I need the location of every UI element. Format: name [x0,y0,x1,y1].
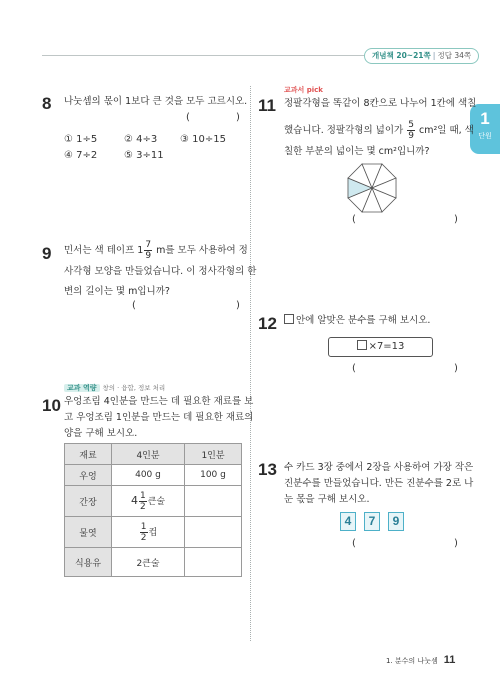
q8-choice-2[interactable]: ② 4÷3 [124,134,158,145]
q10-number: 10 [42,396,61,415]
q8-text: 나눗셈의 몫이 1보다 큰 것을 모두 고르시오. [64,96,248,107]
q9-frac-numerator: 7 [145,240,152,250]
answer-page-ref: 정답 34쪽 [437,51,472,60]
frac-numerator: 1 [139,490,146,501]
ingredient-name: 우엉 [65,465,112,486]
q9-line1 [64,240,248,261]
footer-chapter: 1. 분수의 나눗셈 [386,657,438,665]
frac-numerator: 1 [140,521,147,532]
tag-separator: | [432,51,436,60]
table-header-cell: 1인분 [185,444,242,465]
chapter-number: 1 [480,109,490,128]
q11-answer-open: ( [352,214,356,225]
amount-1-serving-blank[interactable] [185,486,242,517]
q10-line2: 고 우엉조림 1인분을 만드는 데 필요한 재료의 [64,412,254,423]
chapter-unit-label: 단원 [478,132,492,140]
q12-equation-box [328,337,433,357]
q9-fraction [144,240,152,261]
amount-4-servings [112,517,185,548]
q12-answer-open: ( [352,363,356,374]
blank-box-icon[interactable] [357,340,367,350]
column-divider [250,86,251,641]
ingredient-name: 간장 [65,486,112,517]
mixed-fraction [139,491,147,512]
frac-denominator: 2 [140,532,147,543]
q11-frac-numerator: 5 [408,120,414,130]
amount-4-servings [112,486,185,517]
q11-line3: 칠한 부분의 넓이는 몇 cm²입니까? [284,146,430,157]
q10-ingredient-table [64,443,242,577]
table-row [65,465,242,486]
blank-box-icon [284,314,294,324]
table-row [65,486,242,517]
q11-frac-denominator: 9 [408,131,414,141]
page-footer [386,654,455,666]
amount-4-servings: 2큰술 [112,548,185,577]
frac-denominator: 2 [139,501,146,512]
number-card[interactable]: 7 [364,512,380,531]
q9-answer-open: ( [132,300,136,311]
q13-answer-close: ) [454,538,458,549]
q10-line3: 양을 구해 보시오. [64,428,138,439]
q8-choice-5[interactable]: ⑤ 3÷11 [124,150,164,161]
q12-text-line [284,311,430,331]
q8-answer-close: ) [236,112,240,123]
q9-answer-close: ) [236,300,240,311]
table-header-cell: 4인분 [112,444,185,465]
q8-choice-1[interactable]: ① 1÷5 [64,134,98,145]
q12-answer-close: ) [454,363,458,374]
amount-4-servings: 400 g [112,465,185,486]
q9-number: 9 [42,244,52,263]
q11-number: 11 [258,96,276,115]
number-card[interactable]: 9 [388,512,404,531]
octagon-group [348,164,396,212]
table-header-row [65,444,242,465]
q13-line3: 눈 몫을 구해 보시오. [284,494,370,505]
octagon-figure [344,160,400,216]
q8-choice-3[interactable]: ③ 10÷15 [180,134,226,145]
q11-line2-start: 했습니다. 정팔각형의 넓이가 [284,125,407,136]
q9-line3: 변의 길이는 몇 m입니까? [64,286,170,297]
amount-1-serving: 100 g [185,465,242,486]
q12-number: 12 [258,314,277,333]
table-row [65,548,242,577]
q10-label-box: 교과 역량 [64,384,100,392]
q8-number: 8 [42,94,52,113]
q13-line2: 진분수를 만들었습니다. 만든 진분수를 2로 나 [284,478,474,489]
number-card[interactable]: 4 [340,512,356,531]
q11-line2-end: cm²일 때, 색 [415,125,474,136]
q11-fraction [407,120,415,141]
q13-line1: 수 카드 3장 중에서 2장을 사용하여 가장 작은 [284,462,474,473]
q11-textbook-pick-label: 교과서 pick [284,86,323,94]
q13-answer-open: ( [352,538,356,549]
amount-unit: 큰술 [147,496,166,507]
q11-answer-close: ) [454,214,458,225]
header-reference-tag [364,48,479,64]
q9-line1-start: 민서는 색 테이프 1 [64,245,144,256]
mixed-whole: 4 [130,493,138,507]
table-row [65,517,242,548]
fraction [140,522,148,543]
amount-1-serving-blank[interactable] [185,548,242,577]
q11-line1: 정팔각형을 똑같이 8칸으로 나누어 1칸에 색칠 [284,98,477,109]
concept-book-ref: 개념책 20~21쪽 [372,51,431,60]
q9-line1-end: m를 모두 사용하여 정 [153,245,248,256]
table-header-cell: 재료 [65,444,112,465]
q13-number: 13 [258,460,277,479]
amount-unit: 컵 [148,527,158,538]
q12-equation: ×7=13 [368,341,405,352]
q10-label-sub: 창의 · 융합, 정보 처리 [102,384,166,392]
ingredient-name: 물엿 [65,517,112,548]
q12-text: 안에 알맞은 분수를 구해 보시오. [296,315,431,326]
q9-line2: 사각형 모양을 만들었습니다. 이 정사각형의 한 [64,266,257,277]
ingredient-name: 식용유 [65,548,112,577]
q11-line2 [284,120,474,141]
q8-answer-open: ( [186,112,190,123]
amount-1-serving-blank[interactable] [185,517,242,548]
q8-choice-4[interactable]: ④ 7÷2 [64,150,98,161]
q10-line1: 우엉조림 4인분을 만드는 데 필요한 재료를 보 [64,396,254,407]
q9-frac-denominator: 9 [145,251,152,261]
page-number: 11 [443,654,456,666]
